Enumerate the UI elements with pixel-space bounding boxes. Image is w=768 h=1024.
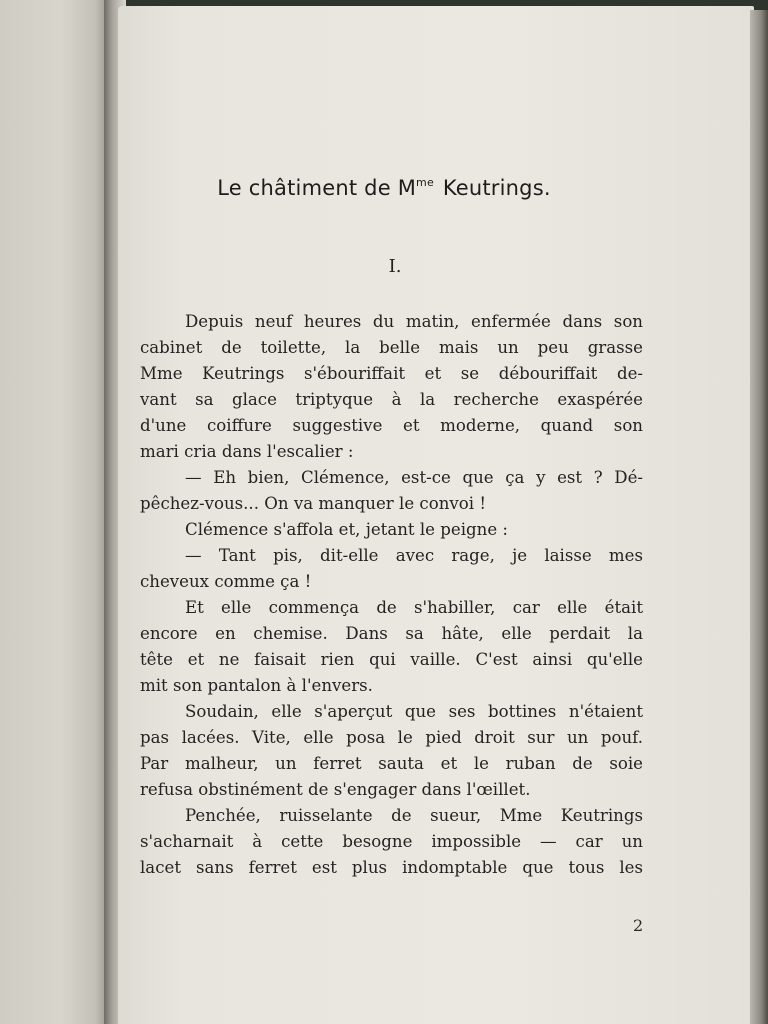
text-line: pas lacées. Vite, elle posa le pied droit sur un pouf. [140,728,643,747]
text-line: Clémence s'affola et, jetant le peigne : [185,520,509,539]
chapter-title [0,176,768,200]
text-line: vant sa glace triptyque à la recherche exaspérée [140,390,643,409]
text-line: d'une coiffure suggestive et moderne, quand son [140,416,643,435]
text-line: tête et ne faisait rien qui vaille. C'est ainsi qu'elle [140,650,643,669]
text-line: refusa obstinément de s'engager dans l'œillet. [140,780,531,799]
text-line: s'acharnait à cette besogne impossible — car un [140,832,643,851]
text-line: cheveux comme ça ! [140,572,312,591]
text-line: encore en chemise. Dans sa hâte, elle perdait la [140,624,643,643]
text-line: Mme Keutrings s'ébouriffait et se débouriffait de- [140,364,643,383]
title-name: Keutrings. [442,176,551,200]
left-page [0,0,112,1024]
text-line: Soudain, elle s'aperçut que ses bottines n'étaient [185,702,643,721]
title-superscript: me [416,176,434,189]
text-line: mit son pantalon à l'envers. [140,676,373,695]
title-text: Le châtiment de M [217,176,417,200]
section-number: I. [388,256,402,277]
text-line: Penchée, ruisselante de sueur, Mme Keutrings [185,806,643,825]
text-line: Et elle commença de s'habiller, car elle était [185,598,643,617]
text-line: lacet sans ferret est plus indomptable que tous les [140,858,643,877]
page-number: 2 [633,916,644,935]
body-text [140,309,643,881]
text-line: — Eh bien, Clémence, est-ce que ça y est ? Dé- [185,468,643,487]
text-line: pêchez-vous... On va manquer le convoi ! [140,494,487,513]
text-line: cabinet de toilette, la belle mais un peu grasse [140,338,643,357]
text-line: Depuis neuf heures du matin, enfermée dans son [185,312,643,331]
page-fore-edge [750,10,768,1024]
text-line: mari cria dans l'escalier : [140,442,354,461]
text-line: — Tant pis, dit-elle avec rage, je laisse mes [185,546,643,565]
text-line: Par malheur, un ferret sauta et le ruban de soie [140,754,643,773]
